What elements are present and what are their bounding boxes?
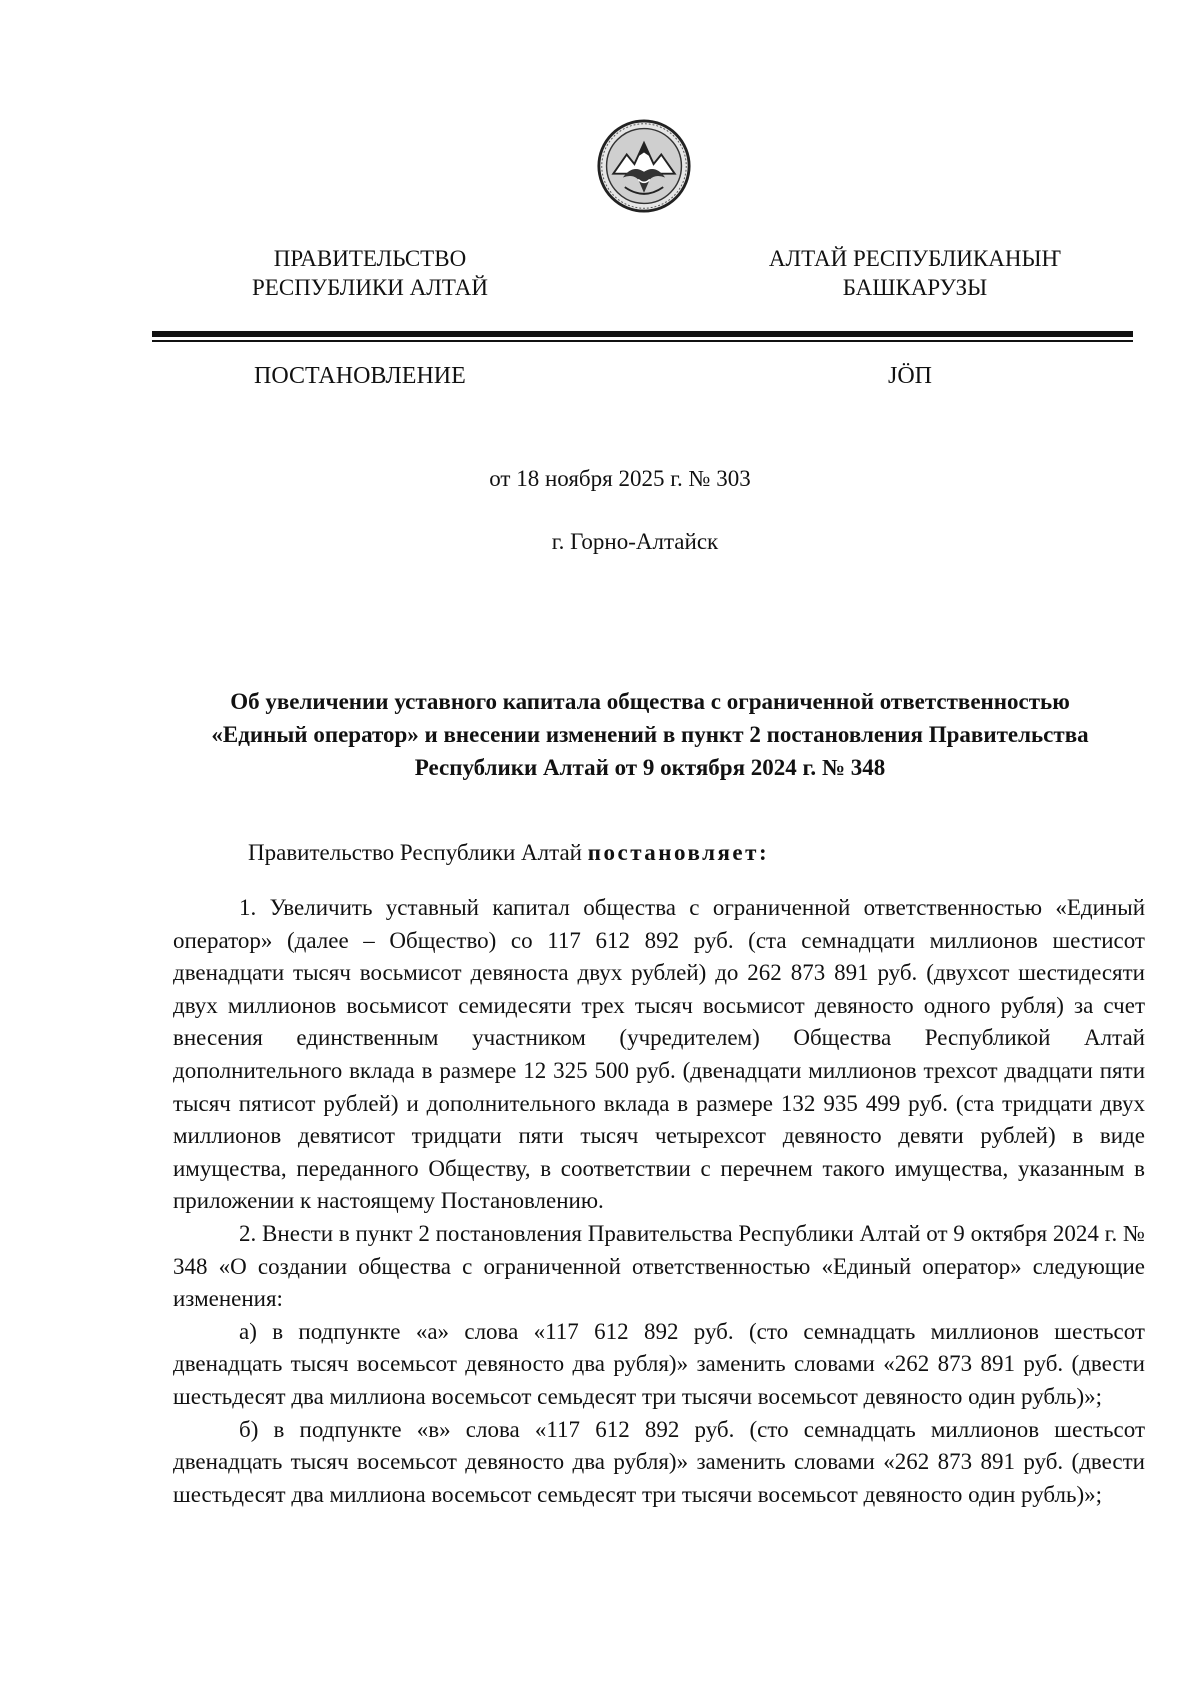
intro-text: Правительство Республики Алтай <box>248 840 588 865</box>
header-right-line2: БАШКАРУЗЫ <box>842 275 988 300</box>
header-left-line1: ПРАВИТЕЛЬСТВО <box>273 246 467 271</box>
header-right <box>750 244 1080 302</box>
paragraph: 2. Внести в пункт 2 постановления Правительства Республики Алтай от 9 октября 2024 г. № 348 «О создании общества с ограниченной ответственностью «Единый оператор» следующие изменения: <box>173 1220 1145 1312</box>
header-left-line2: РЕСПУБЛИКИ АЛТАЙ <box>252 275 488 300</box>
title-line: Об увеличении уставного капитала общества с ограниченной ответственностью <box>230 689 1070 714</box>
document-city: г. Горно-Алтайск <box>551 529 719 554</box>
title-line: Республики Алтай от 9 октября 2024 г. № 348 <box>414 755 886 780</box>
title-line: «Единый оператор» и внесении изменений в пункт 2 постановления Правительства <box>211 722 1089 747</box>
resolution-intro <box>248 838 769 868</box>
header-divider-thick <box>152 331 1133 337</box>
intro-emphasis: постановляет: <box>587 840 770 865</box>
document-body <box>173 892 1145 1511</box>
paragraph: а) в подпункте «а» слова «117 612 892 руб. (сто семнадцать миллионов шестьсот двенадцать тысяч восемьсот девяносто два рубля)» заменить словами «262 873 891 руб. (двести шестьдесят два миллиона восемьсот семьдесят три тысячи восемьсот девяносто один рубль)»; <box>173 1318 1145 1409</box>
doc-type-left: ПОСТАНОВЛЕНИЕ <box>254 363 466 389</box>
coat-of-arms-icon <box>596 118 692 214</box>
header-left <box>225 244 515 302</box>
paragraph: б) в подпункте «в» слова «117 612 892 руб. (сто семнадцать миллионов шестьсот двенадцать тысяч восемьсот девяносто два рубля)» заменить словами «262 873 891 руб. (двести шестьдесят два миллиона восемьсот семьдесят три тысячи восемьсот девяносто один рубль)»; <box>173 1416 1145 1507</box>
header-right-line1: АЛТАЙ РЕСПУБЛИКАНЫҤ <box>768 246 1062 271</box>
paragraph: 1. Увеличить уставный капитал общества с ограниченной ответственностью «Единый оператор» (далее – Общество) со 117 612 892 руб. (ста семнадцати миллионов шестисот двенадцати тысяч восьмисот девяноста двух рублей) до 262 873 891 руб. (двухсот шестидесяти двух миллионов восьмисот семидесяти трех тысяч восьмисот девяносто одного рубля) за счет внесения единственным участником (учредителем) Общества Республикой Алтай дополнительного вклада в размере 12 325 500 руб. (двенадцати миллионов трехсот двадцати пяти тысяч пятисот рублей) и дополнительного вклада в размере 132 935 499 руб. (ста тридцати двух миллионов девятисот тридцати пяти тысяч четырехсот девяносто девяти рублей) в виде имущества, переданного Обществу, в соответствии с перечнем такого имущества, указанным в приложении к настоящему Постановлению. <box>173 895 1145 1214</box>
document-title <box>170 685 1130 784</box>
doc-type-right: JÖП <box>888 363 933 389</box>
header-divider-thin <box>152 340 1133 342</box>
document-date-number: от 18 ноября 2025 г. № 303 <box>489 466 751 491</box>
